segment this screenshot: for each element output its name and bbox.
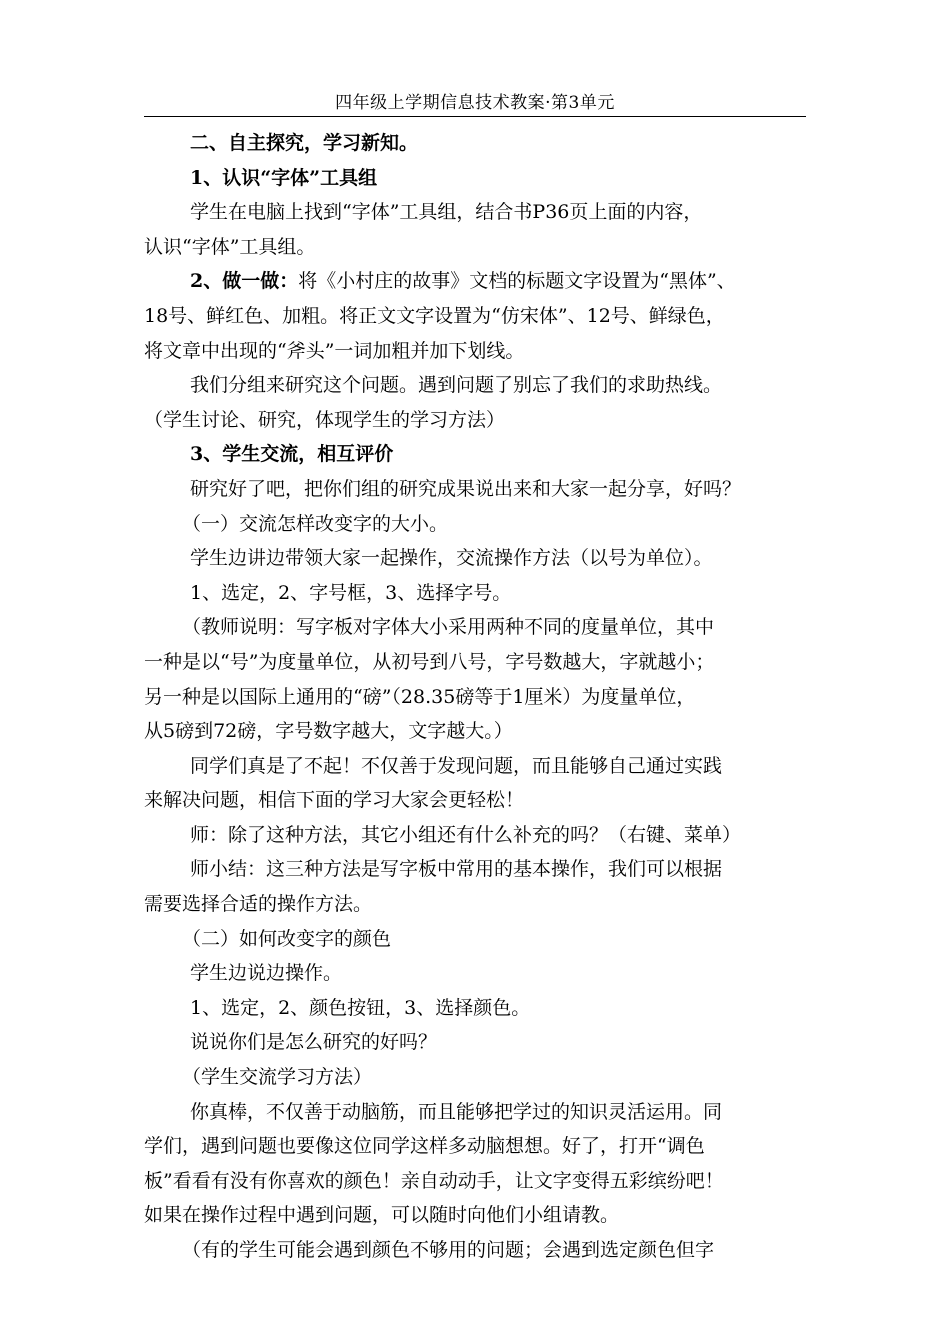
text-line: （学生讨论、研究，体现学生的学习方法） — [144, 408, 506, 431]
text-line: 需要选择合适的操作方法。 — [144, 893, 373, 916]
line-rest: 将《小村庄的故事》文档的标题文字设置为“黑体”、 — [298, 270, 736, 293]
text-line: 说说你们是怎么研究的好吗？ — [190, 1031, 438, 1054]
text-line: 如果在操作过程中遇到问题，可以随时向他们小组请教。 — [144, 1204, 620, 1227]
text-line: 二、自主探究，学习新知。 — [190, 132, 419, 154]
text-line: 1、选定，2、颜色按钮，3、选择颜色。 — [190, 996, 531, 1019]
text-line: 1、认识“字体”工具组 — [190, 166, 378, 189]
text-line: 同学们真是了不起！不仅善于发现问题，而且能够自己通过实践 — [190, 754, 723, 777]
text-line: 学生在电脑上找到“字体”工具组，结合书P36页上面的内容， — [190, 201, 703, 224]
text-line: 学生边讲边带领大家一起操作，交流操作方法（以号为单位）。 — [190, 547, 713, 570]
text-line: （教师说明：写字板对字体大小采用两种不同的度量单位，其中 — [182, 616, 715, 639]
text-line: 师小结：这三种方法是写字板中常用的基本操作，我们可以根据 — [190, 858, 723, 881]
text-line — [144, 264, 808, 299]
text-line: （二）如何改变字的颜色 — [182, 927, 392, 950]
text-line: 从5磅到72磅，字号数字越大，文字越大。） — [144, 720, 513, 743]
text-line: 学生边说边操作。 — [190, 962, 343, 985]
text-line: 学们，遇到问题也要像这位同学这样多动脑想想。好了，打开“调色 — [144, 1135, 705, 1158]
text-line: 一种是以“号”为度量单位，从初号到八号，字号数越大，字就越小； — [144, 650, 715, 673]
page-header: 四年级上学期信息技术教案·第3单元 — [144, 90, 806, 117]
text-line: 你真棒，不仅善于动脑筋，而且能够把学过的知识灵活运用。同 — [190, 1100, 723, 1123]
text-line: 来解决问题，相信下面的学习大家会更轻松！ — [144, 789, 525, 812]
text-line: 18号、鲜红色、加粗。将正文文字设置为“仿宋体”、12号、鲜绿色， — [144, 304, 725, 327]
text-line: 板”看看有没有你喜欢的颜色！亲自动动手，让文字变得五彩缤纷吧！ — [144, 1169, 724, 1192]
text-line: （一）交流怎样改变字的大小。 — [182, 512, 449, 535]
text-line: （学生交流学习方法） — [182, 1066, 373, 1089]
text-line: 研究好了吧，把你们组的研究成果说出来和大家一起分享，好吗？ — [190, 477, 742, 500]
text-line: 认识“字体”工具组。 — [144, 235, 316, 258]
text-line: 将文章中出现的“斧头”一词加粗并加下划线。 — [144, 339, 525, 362]
text-line: 1、选定，2、字号框，3、选择字号。 — [190, 581, 512, 604]
text-line: （有的学生可能会遇到颜色不够用的问题；会遇到选定颜色但字 — [182, 1239, 715, 1261]
bold-prefix: 2、做一做： — [190, 270, 299, 293]
text-line: 另一种是以国际上通用的“磅”（28.35磅等于1厘米）为度量单位， — [144, 685, 696, 708]
text-line: 我们分组来研究这个问题。遇到问题了别忘了我们的求助热线。 — [190, 374, 723, 397]
document-body — [144, 126, 808, 1268]
text-line: 师：除了这种方法，其它小组还有什么补充的吗？（右键、菜单） — [190, 823, 742, 846]
text-line: 3、学生交流，相互评价 — [190, 443, 394, 466]
